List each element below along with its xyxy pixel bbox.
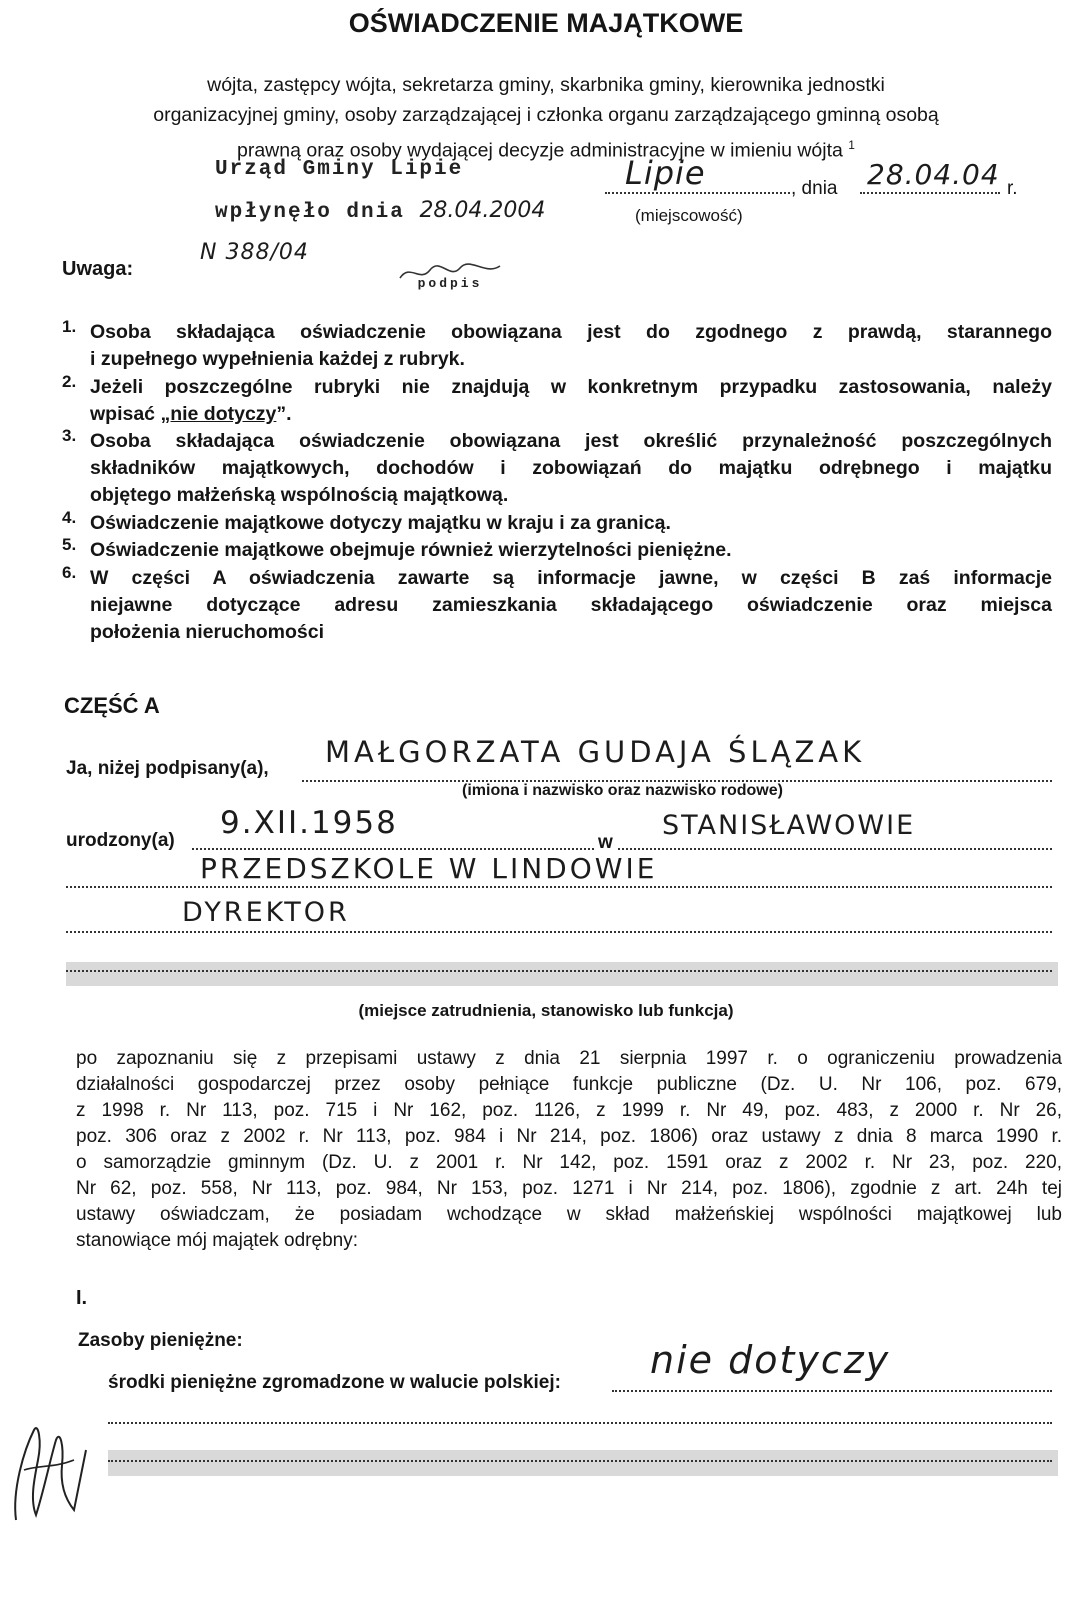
legal-text: po zapoznaniu się z przepisami ustawy z dnia 21 sierpnia 1997 r. o ograniczeniu prowadzenia działalności gospodarczej przez osoby pełniące funkcje publiczne (Dz. U. Nr 106, poz. 679, z 1998 r. Nr 113, poz. 715 i Nr 162, poz. 1126, z 1999 r. Nr 49, poz. 483, z 2000 r. Nr 26, poz. 306 oraz z 2002 r. Nr 113, poz. 984 i Nr 214, poz. 1806) oraz ustawy z dnia 8 marca 1990 r. o samorządzie gminnym (Dz. U. z 2001 r. Nr 142, poz. 1591 oraz z 2002 r. Nr 23, poz. 220, Nr 62, poz. 558, Nr 113, poz. 984, Nr 153, poz. 1271 i Nr 214, poz. 1806), zgodnie z art. 24h tej ustawy oświadczam, że posiadam wchodzące w skład małżeńskiej wspólności majątkowej lub stanowiące mój majątek odrębny: bbox=[76, 1048, 1062, 1251]
nie-dotyczy-emphasis: „nie dotyczy bbox=[160, 403, 277, 425]
uwaga-label: Uwaga: bbox=[62, 258, 134, 280]
note-number: 4. bbox=[62, 508, 77, 527]
pln-value[interactable]: nie dotyczy bbox=[650, 1338, 891, 1382]
note-number: 6. bbox=[62, 563, 77, 582]
date-label: , dnia bbox=[791, 178, 838, 199]
margin-signature bbox=[4, 1410, 94, 1530]
signer-caption: (imiona i nazwisko oraz nazwisko rodowe) bbox=[462, 782, 783, 799]
year-suffix: r. bbox=[1007, 178, 1018, 199]
blank-line-shaded bbox=[66, 962, 1058, 986]
footnote-ref: 1 bbox=[848, 138, 855, 152]
part-a-heading: CZĘŚĆ A bbox=[64, 693, 160, 718]
signer-label: Ja, niżej podpisany(a), bbox=[66, 758, 269, 779]
stamp-signature-label: podpis bbox=[417, 276, 483, 291]
place-caption: (miejscowość) bbox=[635, 206, 743, 225]
stamp-reg-number: N 388/04 bbox=[200, 240, 309, 265]
born-label: urodzony(a) bbox=[66, 830, 175, 851]
note-1: 1. Osoba składająca oświadczenie obowiązana jest do zgodnego z prawdą, starannego i zupełnego wypełnienia każdej z rubryk. bbox=[62, 319, 1052, 373]
stamp-office-line: Urząd Gminy Lipie bbox=[215, 158, 464, 181]
stamp-signature bbox=[390, 258, 510, 293]
note-6: 6. W części A oświadczenia zawarte są informacje jawne, w części B zaś informacje niejawne dotyczące adresu zamieszkania składającego oświadczenie oraz miejsca położenia nieruchomości bbox=[62, 565, 1052, 646]
subtitle-line-3: prawną oraz osoby wydającej decyzje administracyjne w imieniu wójta $^1$ bbox=[237, 138, 855, 162]
note-4: 4. Oświadczenie majątkowe dotyczy majątku w kraju i za granicą. bbox=[62, 510, 1052, 537]
born-date[interactable]: 9.XII.1958 bbox=[220, 805, 398, 841]
document-title: OŚWIADCZENIE MAJĄTKOWE bbox=[348, 8, 744, 38]
position[interactable]: DYREKTOR bbox=[182, 897, 350, 928]
signer-name[interactable]: MAŁGORZATA GUDAJA ŚLĄZAK bbox=[325, 735, 866, 769]
note-number: 5. bbox=[62, 535, 77, 554]
date-value: 28.04.04 bbox=[867, 158, 1000, 191]
resources-label: Zasoby pieniężne: bbox=[78, 1330, 243, 1351]
margin-signature-scribble bbox=[4, 1410, 94, 1530]
stamp-received: wpłynęło dnia 28.04.2004 bbox=[215, 198, 546, 224]
subtitle-line-2: organizacyjnej gminy, osoby zarządzającej i członka organu zarządzającego gminną osobą bbox=[153, 104, 939, 126]
subtitle-line-1: wójta, zastępcy wójta, sekretarza gminy, skarbnika gminy, kierownika jednostki bbox=[207, 74, 885, 96]
place-date bbox=[605, 150, 1025, 230]
note-number: 3. bbox=[62, 426, 77, 445]
pln-label: środki pieniężne zgromadzone w walucie polskiej: bbox=[108, 1372, 561, 1393]
workplace[interactable]: PRZEDSZKOLE W LINDOWIE bbox=[200, 852, 658, 885]
section-1-number: I. bbox=[76, 1287, 88, 1309]
note-number: 2. bbox=[62, 372, 77, 391]
note-5: 5. Oświadczenie majątkowe obejmuje również wierzytelności pieniężne. bbox=[62, 537, 1052, 564]
stamp-received-date: 28.04.2004 bbox=[419, 198, 546, 223]
note-number: 1. bbox=[62, 317, 77, 336]
blank-line-shaded bbox=[108, 1450, 1058, 1476]
note-2: 2. Jeżeli poszczególne rubryki nie znajdują w konkretnym przypadku zastosowania, należy wpisać „nie dotyczy”. bbox=[62, 374, 1052, 428]
note-3: 3. Osoba składająca oświadczenie obowiązana jest określić przynależność poszczególnych składników majątkowych, dochodów i zobowiązań do majątku odrębnego i majątku objętego małżeńską wspólnością majątkową. bbox=[62, 428, 1052, 509]
place-value: Lipie bbox=[625, 154, 706, 192]
employment-caption: (miejsce zatrudnienia, stanowisko lub funkcja) bbox=[358, 1001, 734, 1020]
born-in-label: w bbox=[598, 832, 613, 853]
born-place[interactable]: STANISŁAWOWIE bbox=[662, 810, 916, 841]
